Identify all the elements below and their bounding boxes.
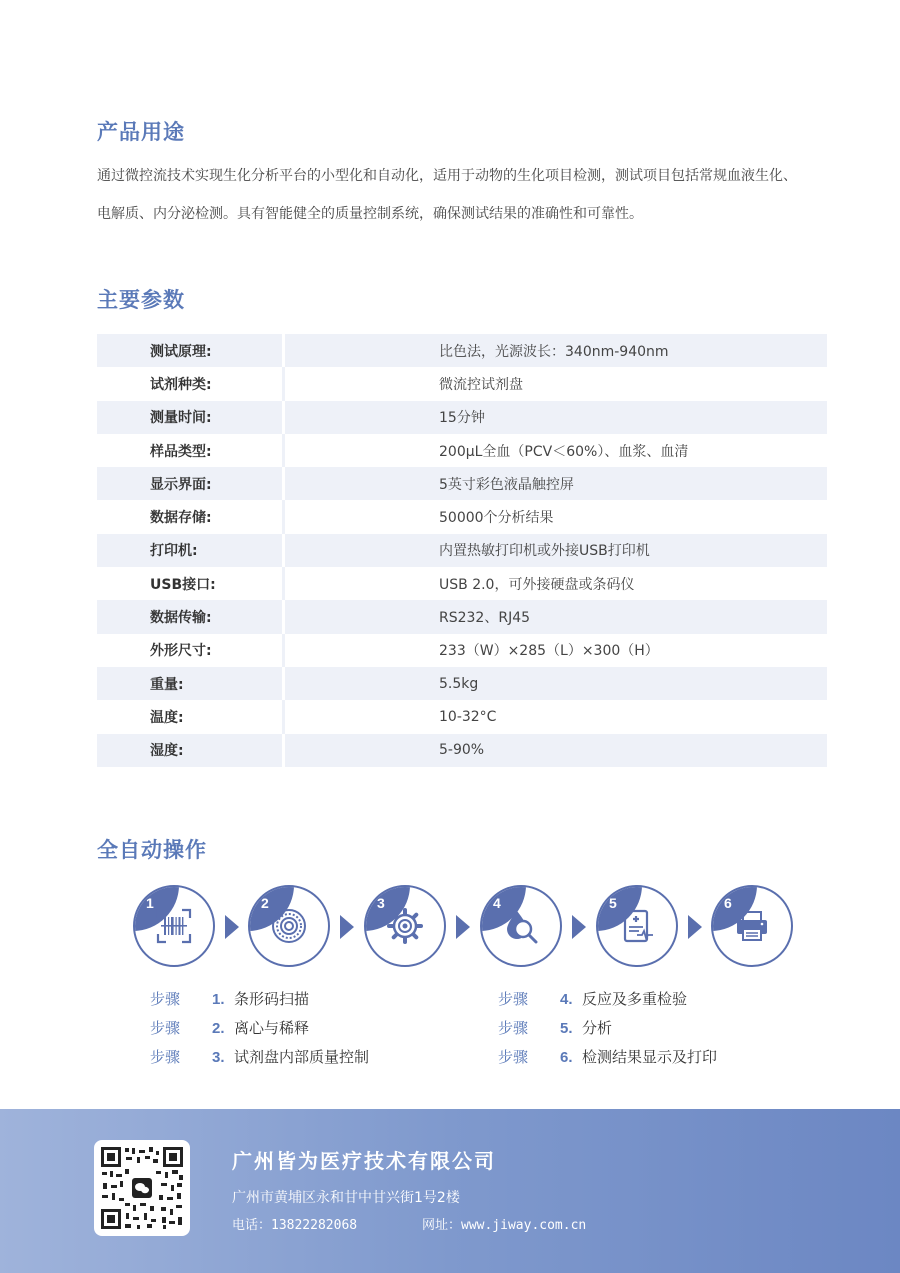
list-item xyxy=(498,1014,717,1043)
spec-row xyxy=(97,600,827,633)
spec-label: 测试原理: xyxy=(97,334,285,367)
step-circle-3 xyxy=(364,885,446,967)
spec-value: 内置热敏打印机或外接USB打印机 xyxy=(439,543,650,560)
step-name: 分析 xyxy=(582,1019,613,1037)
gear-quality-icon xyxy=(387,908,423,944)
spec-value: 10-32°C xyxy=(439,708,497,725)
contact-line xyxy=(232,1214,587,1233)
spec-value: 5-90% xyxy=(439,742,485,759)
usage-line-1: 通过微控流技术实现生化分析平台的小型化和自动化，适用于动物的生化项目检测，测试项目包括常规血液生化、 xyxy=(97,168,797,184)
step-prefix: 步骤 xyxy=(498,990,529,1008)
step-name: 检测结果显示及打印 xyxy=(582,1048,718,1066)
step-name: 离心与稀释 xyxy=(234,1019,310,1037)
step-circle-1 xyxy=(133,885,215,967)
list-item xyxy=(498,1043,717,1072)
spec-label: 测量时间: xyxy=(97,401,285,434)
step-circle-4 xyxy=(480,885,562,967)
arrow-icon xyxy=(456,915,470,939)
step-name: 条形码扫描 xyxy=(234,990,310,1008)
usage-line-2: 电解质、内分泌检测。具有智能健全的质量控制系统，确保测试结果的准确性和可靠性。 xyxy=(97,206,643,222)
usage-description xyxy=(97,157,837,233)
medical-report-icon xyxy=(619,908,655,944)
qr-code[interactable] xyxy=(94,1140,190,1236)
spec-value: USB 2.0，可外接硬盘或条码仪 xyxy=(439,576,635,593)
spec-value: 5英寸彩色液晶触控屏 xyxy=(439,476,574,493)
step-circle-2 xyxy=(248,885,330,967)
arrow-icon xyxy=(688,915,702,939)
spec-label: 温度: xyxy=(97,700,285,733)
arrow-icon xyxy=(225,915,239,939)
step-prefix: 步骤 xyxy=(150,1048,181,1066)
step-prefix: 步骤 xyxy=(498,1048,529,1066)
spec-row xyxy=(97,467,827,500)
step-number: 1 xyxy=(146,895,154,911)
spec-value: 5.5kg xyxy=(439,675,479,692)
spec-label: 数据存储: xyxy=(97,500,285,533)
spec-label: 试剂种类: xyxy=(97,367,285,400)
step-index: 4. xyxy=(560,991,573,1008)
spec-label: 湿度: xyxy=(97,734,285,767)
spec-value: 50000个分析结果 xyxy=(439,510,554,527)
spec-row xyxy=(97,500,827,533)
step-prefix: 步骤 xyxy=(150,990,181,1008)
barcode-scan-icon xyxy=(156,908,192,944)
qr-code-icon xyxy=(99,1145,185,1231)
spec-row xyxy=(97,334,827,367)
step-number: 4 xyxy=(493,895,501,911)
company-address: 广州市黄埔区永和甘中甘兴街1号2楼 xyxy=(232,1190,460,1206)
step-list-right xyxy=(498,985,717,1072)
spec-row xyxy=(97,534,827,567)
spec-label: 外形尺寸: xyxy=(97,634,285,667)
spec-label: 显示界面: xyxy=(97,467,285,500)
step-index: 6. xyxy=(560,1049,573,1066)
step-index: 1. xyxy=(212,991,225,1008)
step-circle-5 xyxy=(596,885,678,967)
arrow-icon xyxy=(340,915,354,939)
step-number: 6 xyxy=(724,895,732,911)
spec-label: 数据传输: xyxy=(97,600,285,633)
step-number: 3 xyxy=(377,895,385,911)
spec-row xyxy=(97,667,827,700)
list-item xyxy=(150,1014,369,1043)
spec-label: USB接口: xyxy=(97,567,285,600)
spec-row xyxy=(97,401,827,434)
step-index: 3. xyxy=(212,1049,225,1066)
centrifuge-disc-icon xyxy=(271,908,307,944)
spec-value: 200μL全血（PCV＜60%）、血浆、血清 xyxy=(439,443,689,460)
step-circle-6 xyxy=(711,885,793,967)
phone-text: 电话：13822282068 xyxy=(232,1218,358,1233)
spec-value: 微流控试剂盘 xyxy=(439,376,523,393)
step-number: 5 xyxy=(609,895,617,911)
spec-value: 15分钟 xyxy=(439,410,485,427)
arrow-icon xyxy=(572,915,586,939)
spec-row xyxy=(97,367,827,400)
spec-row xyxy=(97,567,827,600)
spec-label: 重量: xyxy=(97,667,285,700)
spec-value: RS232、RJ45 xyxy=(439,610,531,627)
list-item xyxy=(498,985,717,1014)
steps-flow xyxy=(133,885,793,967)
list-item xyxy=(150,1043,369,1072)
printer-icon xyxy=(734,908,770,944)
spec-label: 打印机: xyxy=(97,534,285,567)
website-link[interactable]: 网址：www.jiway.com.cn xyxy=(422,1218,587,1233)
step-list-left xyxy=(150,985,369,1072)
list-item xyxy=(150,985,369,1014)
spec-row xyxy=(97,634,827,667)
spec-row xyxy=(97,434,827,467)
step-index: 5. xyxy=(560,1020,573,1037)
spec-label: 样品类型: xyxy=(97,434,285,467)
step-name: 反应及多重检验 xyxy=(582,990,688,1008)
spec-value: 233（W）×285（L）×300（H） xyxy=(439,643,659,660)
company-name: 广州皆为医疗技术有限公司 xyxy=(232,1149,496,1173)
step-number: 2 xyxy=(261,895,269,911)
drop-magnifier-icon xyxy=(503,908,539,944)
step-index: 2. xyxy=(212,1020,225,1037)
step-prefix: 步骤 xyxy=(150,1019,181,1037)
step-prefix: 步骤 xyxy=(498,1019,529,1037)
spec-table xyxy=(97,334,827,767)
params-title: 主要参数 xyxy=(97,288,185,312)
usage-title: 产品用途 xyxy=(97,120,185,144)
spec-value: 比色法，光源波长：340nm-940nm xyxy=(439,343,669,360)
step-name: 试剂盘内部质量控制 xyxy=(234,1048,370,1066)
spec-row xyxy=(97,700,827,733)
footer xyxy=(0,1109,900,1273)
auto-title: 全自动操作 xyxy=(97,838,207,862)
spec-row xyxy=(97,734,827,767)
